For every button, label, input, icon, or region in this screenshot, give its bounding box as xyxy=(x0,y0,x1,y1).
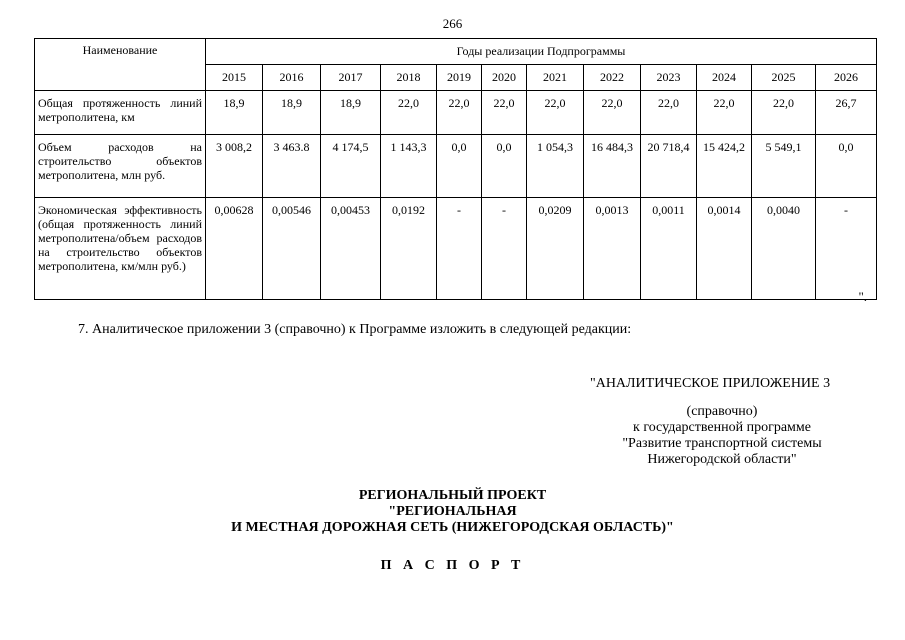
year-cell: 2020 xyxy=(482,65,527,91)
year-cell: 2023 xyxy=(641,65,697,91)
passport-heading: П А С П О Р Т xyxy=(380,558,525,573)
value-cell: 3 463.8 xyxy=(263,135,321,198)
value-cell: 22,0 xyxy=(527,91,584,135)
value-cell: 22,0 xyxy=(482,91,527,135)
year-cell: 2024 xyxy=(697,65,752,91)
value-cell: - xyxy=(437,198,482,300)
project-title-line: "РЕГИОНАЛЬНАЯ xyxy=(388,504,517,519)
value-cell: 0,00546 xyxy=(263,198,321,300)
table-row xyxy=(35,91,877,135)
year-cell: 2019 xyxy=(437,65,482,91)
year-cell: 2021 xyxy=(527,65,584,91)
year-cell: 2026 xyxy=(816,65,877,91)
year-cell: 2016 xyxy=(263,65,321,91)
row-label: Экономическая эффективность (общая протяженность линий метрополитена/объем расходов на строительство объектов метрополитена, км/млн руб.) xyxy=(35,198,206,300)
value-cell: 22,0 xyxy=(752,91,816,135)
value-cell: 5 549,1 xyxy=(752,135,816,198)
table-row xyxy=(35,135,877,198)
row-label: Общая протяженность линий метрополитена, км xyxy=(35,91,206,135)
value-cell: - xyxy=(482,198,527,300)
value-cell: 20 718,4 xyxy=(641,135,697,198)
value-cell: 18,9 xyxy=(321,91,381,135)
year-cell: 2018 xyxy=(381,65,437,91)
header-name: Наименование xyxy=(35,39,206,91)
value-cell: 0,00453 xyxy=(321,198,381,300)
page-number: 266 xyxy=(442,16,463,31)
value-cell: 0,0011 xyxy=(641,198,697,300)
value-cell: 0,0013 xyxy=(584,198,641,300)
value-cell: 1 054,3 xyxy=(527,135,584,198)
annex-line: Нижегородской области" xyxy=(647,452,797,467)
value-cell: 22,0 xyxy=(381,91,437,135)
closing-quote: ". xyxy=(858,289,867,304)
value-cell: 22,0 xyxy=(584,91,641,135)
project-title-line: РЕГИОНАЛЬНЫЙ ПРОЕКТ xyxy=(358,488,547,503)
year-cell: 2025 xyxy=(752,65,816,91)
value-cell: 0,0014 xyxy=(697,198,752,300)
value-cell: 0,0040 xyxy=(752,198,816,300)
value-cell: 1 143,3 xyxy=(381,135,437,198)
project-title-line: И МЕСТНАЯ ДОРОЖНАЯ СЕТЬ (НИЖЕГОРОДСКАЯ ОБЛАСТЬ)" xyxy=(231,520,674,535)
annex-line: "Развитие транспортной системы xyxy=(622,436,822,451)
value-cell: 15 424,2 xyxy=(697,135,752,198)
value-cell: 0,0192 xyxy=(381,198,437,300)
value-cell: 18,9 xyxy=(263,91,321,135)
row-label: Объем расходов на строительство объектов метрополитена, млн руб. xyxy=(35,135,206,198)
annex-subtitle-block xyxy=(580,404,864,468)
project-title xyxy=(0,488,905,536)
annex-title: "АНАЛИТИЧЕСКОЕ ПРИЛОЖЕНИЕ 3 xyxy=(590,376,831,391)
value-cell: 0,0209 xyxy=(527,198,584,300)
value-cell: 0,00628 xyxy=(206,198,263,300)
value-cell: 22,0 xyxy=(437,91,482,135)
header-years: Годы реализации Подпрограммы xyxy=(206,39,877,65)
annex-line: (справочно) xyxy=(686,404,758,419)
value-cell: 3 008,2 xyxy=(206,135,263,198)
year-cell: 2022 xyxy=(584,65,641,91)
value-cell: 4 174,5 xyxy=(321,135,381,198)
year-cell: 2015 xyxy=(206,65,263,91)
value-cell: 18,9 xyxy=(206,91,263,135)
annex-line: к государственной программе xyxy=(633,420,811,435)
year-cell: 2017 xyxy=(321,65,381,91)
value-cell: 0,0 xyxy=(482,135,527,198)
value-cell: 22,0 xyxy=(641,91,697,135)
value-cell: 26,7 xyxy=(816,91,877,135)
value-cell: - xyxy=(816,198,877,300)
value-cell: 22,0 xyxy=(697,91,752,135)
value-cell: 0,0 xyxy=(816,135,877,198)
table-row xyxy=(35,198,877,300)
value-cell: 16 484,3 xyxy=(584,135,641,198)
value-cell: 0,0 xyxy=(437,135,482,198)
paragraph-7: 7. Аналитическое приложении 3 (справочно) к Программе изложить в следующей редакции: xyxy=(78,322,632,337)
metro-indicators-table xyxy=(34,38,877,300)
